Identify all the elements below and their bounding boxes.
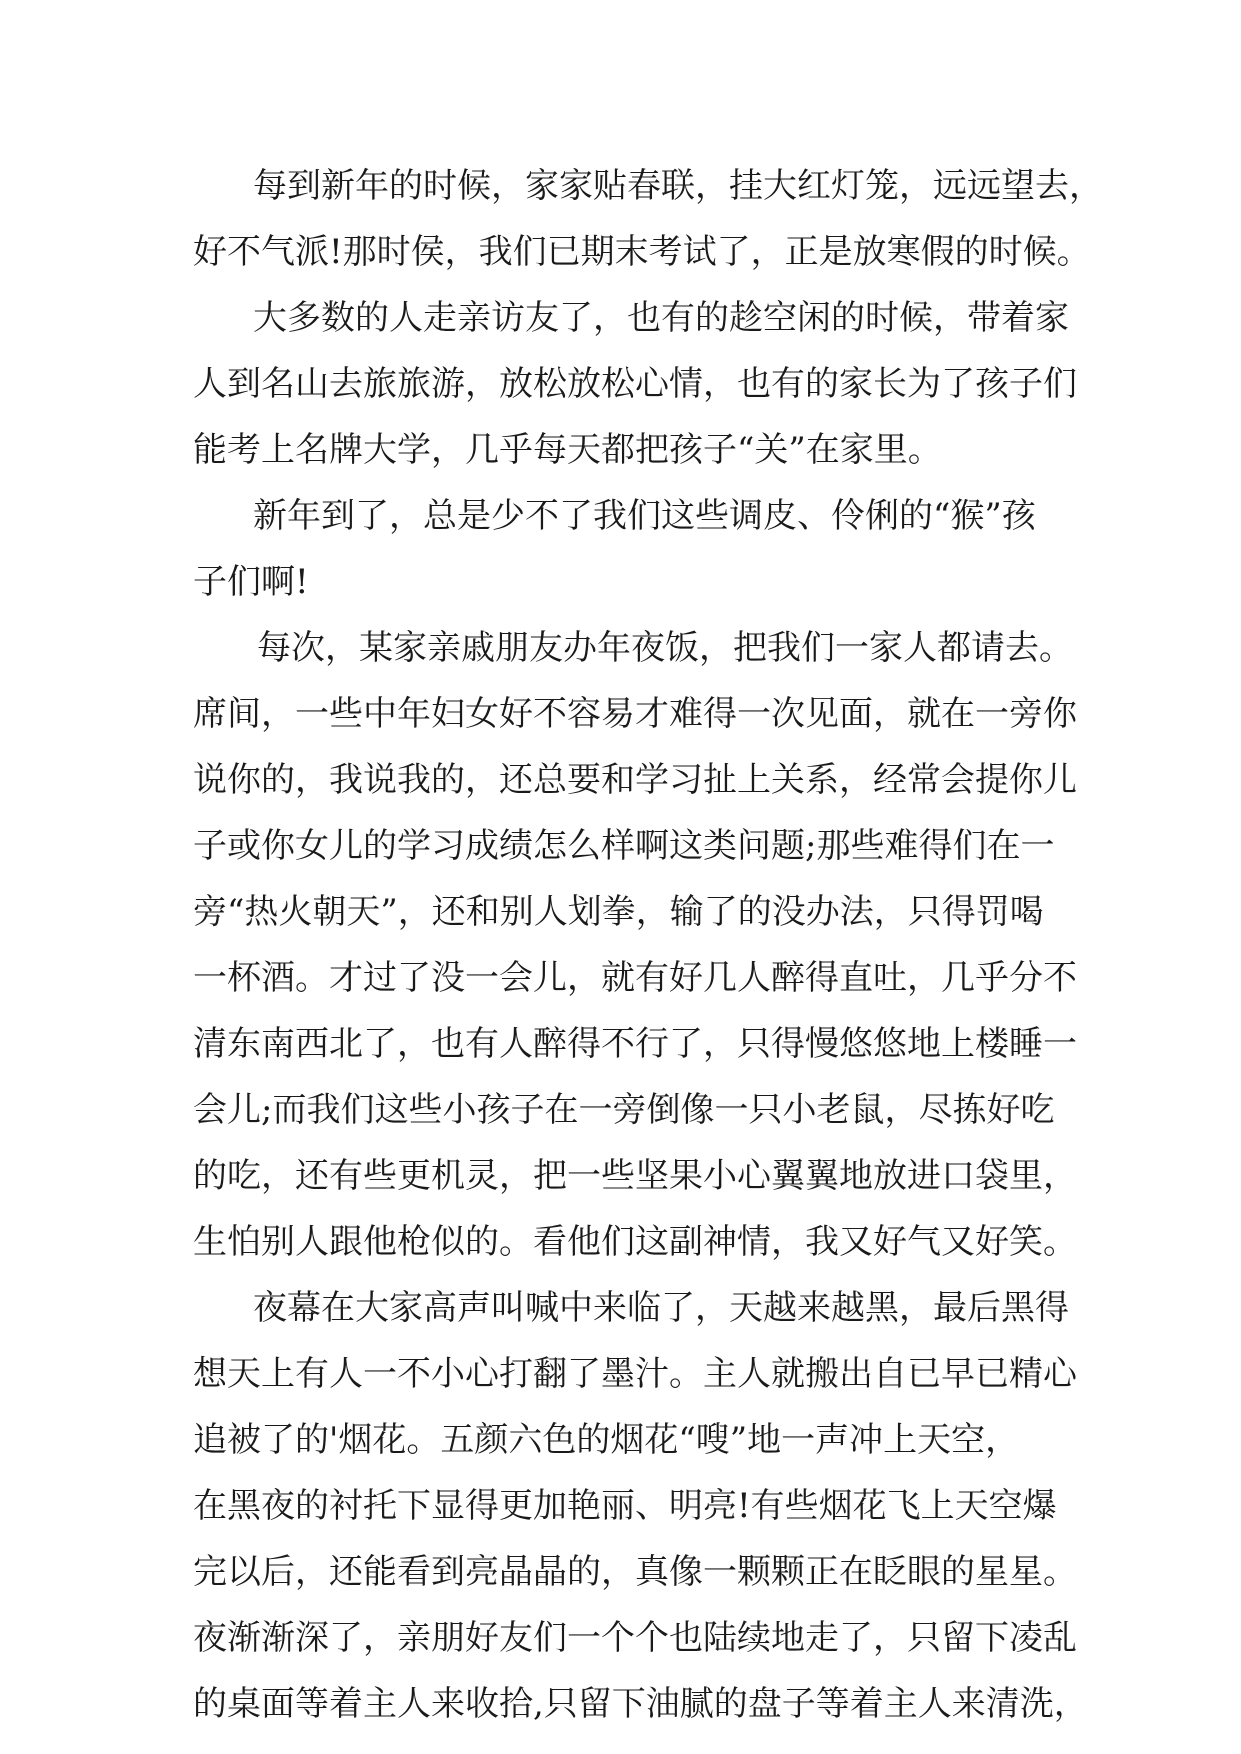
paragraph-4-line-8: 会儿;而我们这些小孩子在一旁倒像一只小老鼠，尽拣好吃 [193,1090,1055,1130]
paragraph-5-line-1: 夜幕在大家高声叫喊中来临了，天越来越黑，最后黑得 [253,1288,1069,1328]
paragraph-3-line-1: 新年到了，总是少不了我们这些调皮、伶俐的“猴”孩 [253,496,1036,536]
paragraph-4-line-5: 旁“热火朝天”，还和别人划拳，输了的没办法，只得罚喝 [193,892,1044,932]
paragraph-4-line-2: 席间，一些中年妇女好不容易才难得一次见面，就在一旁你 [193,694,1077,734]
paragraph-5-line-5: 完以后，还能看到亮晶晶的，真像一颗颗正在眨眼的星星。 [193,1552,1077,1592]
paragraph-4-line-1: 每次，某家亲戚朋友办年夜饭，把我们一家人都请去。 [257,628,1073,668]
paragraph-4-line-6: 一杯酒。才过了没一会儿，就有好几人醉得直吐，几乎分不 [193,958,1077,998]
paragraph-4-line-4: 子或你女儿的学习成绩怎么样啊这类问题;那些难得们在一 [193,826,1055,866]
paragraph-3-line-2: 子们啊! [193,562,309,602]
paragraph-5-line-2: 想天上有人一不小心打翻了墨汁。主人就搬出自已早已精心 [193,1354,1077,1394]
paragraph-5-line-3: 追被了的'烟花。五颜六色的烟花“嗖”地一声冲上天空， [193,1420,1020,1460]
paragraph-4-line-3: 说你的，我说我的，还总要和学习扯上关系，经常会提你儿 [193,760,1077,800]
paragraph-1-line-2: 好不气派!那时侯，我们已期末考试了，正是放寒假的时候。 [193,232,1091,272]
paragraph-5-line-7: 的桌面等着主人来收拾,只留下油腻的盘子等着主人来清洗， [193,1684,1088,1724]
paragraph-1-line-1: 每到新年的时候，家家贴春联，挂大红灯笼，远远望去， [253,166,1103,206]
paragraph-4-line-7: 清东南西北了，也有人醉得不行了，只得慢悠悠地上楼睡一 [193,1024,1077,1064]
paragraph-2-line-1: 大多数的人走亲访友了，也有的趁空闲的时候，带着家 [253,298,1069,338]
paragraph-4-line-10: 生怕别人跟他枪似的。看他们这副神情，我又好气又好笑。 [193,1222,1077,1262]
paragraph-2-line-2: 人到名山去旅旅游，放松放松心情，也有的家长为了孩子们 [193,364,1077,404]
paragraph-5-line-6: 夜渐渐深了，亲朋好友们一个个也陆续地走了，只留下凌乱 [193,1618,1077,1658]
paragraph-2-line-3: 能考上名牌大学，几乎每天都把孩子“关”在家里。 [193,430,942,470]
paragraph-4-line-9: 的吃，还有些更机灵，把一些坚果小心翼翼地放进口袋里， [193,1156,1077,1196]
paragraph-5-line-4: 在黑夜的衬托下显得更加艳丽、明亮!有些烟花飞上天空爆 [193,1486,1057,1526]
